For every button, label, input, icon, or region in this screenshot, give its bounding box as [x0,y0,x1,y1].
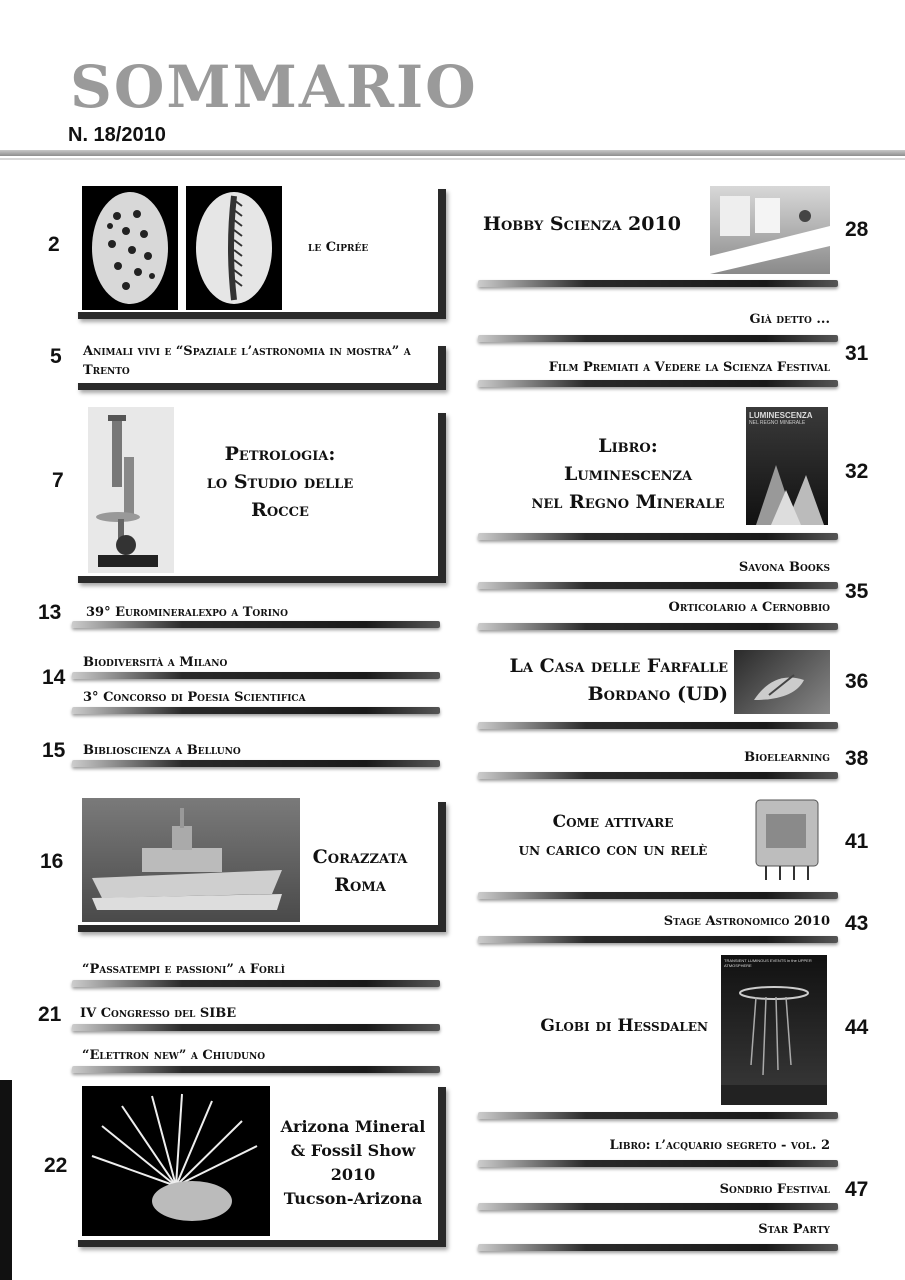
cowrie-bottom-image [186,186,282,310]
entry-title-line: un carico con un relè [518,840,708,860]
entry-title[interactable]: Già detto ... [749,312,830,327]
entry-underline-bar [478,1203,838,1210]
entry-underline-bar [72,621,440,628]
entry-title[interactable] [470,652,728,708]
battleship-image [82,798,300,922]
page-number: 13 [38,601,62,624]
page-number: 41 [845,830,869,853]
entry-title-line: 2010 [330,1165,376,1184]
page-number: 36 [845,670,869,693]
entry-underline-bar [478,936,838,943]
page-number: 44 [845,1016,869,1039]
entry-title-line: lo Studio delle [206,471,354,493]
entry-title-line: & Fossil Show [290,1141,416,1160]
entry-underline-bar [478,280,838,287]
entry-title[interactable]: Stage Astronomico 2010 [663,914,830,929]
page-number: 16 [40,850,64,873]
entry-underline-bar [72,672,440,679]
entry-title[interactable]: Sondrio Festival [719,1182,830,1197]
entry-underline-bar [478,582,838,589]
book-cover-title: LUMINESCENZA [749,411,813,420]
entry-title-line: La Casa delle Farfalle [509,655,728,677]
entry-title-line: Rocce [251,499,309,521]
entry-underline-bar [72,760,440,767]
hessdalen-poster-image [721,955,827,1105]
entry-title[interactable]: Bioelearning [744,750,830,765]
entry-title[interactable]: IV Congresso del SIBE [80,1006,237,1021]
entry-underline-bar [478,380,838,387]
entry-title[interactable]: 3° Concorso di Poesia Scientifica [83,690,306,705]
page-number: 32 [845,460,869,483]
page-title: SOMMARIO [70,53,478,121]
page-number: 38 [845,747,869,770]
entry-title-line: nel Regno Minerale [531,491,725,513]
entry-title-line: Come attivare [552,812,674,832]
entry-underline-bar [478,533,838,540]
mineral-crystal-image [82,1086,270,1236]
entry-title[interactable]: 39° Euromineralexpo a Torino [86,605,288,620]
entry-underline-bar [478,1244,838,1251]
poster-title: TRANSIENT LUMINOUS EVENTS in the UPPER ATMOSPHERE [724,958,812,968]
entry-underline-bar [478,722,838,729]
page-number: 28 [845,218,869,241]
cowrie-top-image [82,186,178,310]
book-cover-image [746,407,828,525]
entry-underline-bar [478,892,838,899]
entry-title[interactable] [478,808,748,864]
entry-underline-bar [72,1066,440,1073]
hobby-fair-image [710,186,830,274]
page-number: 47 [845,1178,869,1201]
entry-title-line: Petrologia: [224,443,336,465]
entry-title[interactable] [300,843,420,899]
entry-title[interactable]: Animali vivi e “Spaziale l’astronomia in mostra” a Trento [83,344,411,378]
entry-title[interactable]: Star Party [758,1222,830,1237]
entry-title[interactable]: Biblioscienza a Belluno [83,743,241,758]
entry-title[interactable] [180,440,380,524]
butterfly-image [734,650,830,714]
entry-underline-bar [478,335,838,342]
entry-title-line: Arizona Mineral [280,1117,426,1136]
entry-title[interactable]: Film Premiati a Vedere la Scienza Festival [548,360,830,375]
page-number: 31 [845,342,869,365]
relay-image [750,792,825,884]
entry-title[interactable] [272,1115,434,1211]
entry-title[interactable]: Libro: l’acquario segreto - vol. 2 [609,1138,830,1153]
entry-title-line: Luminescenza [563,463,693,485]
entry-title[interactable] [518,432,738,516]
book-cover-subtitle: NEL REGNO MINERALE [749,420,806,426]
page-number: 43 [845,912,869,935]
page-number: 2 [48,233,60,256]
page-number: 15 [42,739,66,762]
entry-title[interactable]: “Passatempi e passioni” a Forlì [82,962,285,977]
page-number: 7 [52,469,64,492]
entry-underline-bar [478,623,838,630]
entry-title-line: Tucson-Arizona [283,1189,423,1208]
page-number: 35 [845,580,869,603]
entry-title-line: Libro: [598,435,658,457]
entry-title[interactable]: Biodiversità a Milano [83,655,228,670]
entry-title-line: Corazzata [312,846,408,868]
entry-title-line: Bordano (UD) [587,683,728,705]
header-divider-light [0,158,905,160]
page-number: 21 [38,1003,62,1026]
entry-title[interactable]: Hobby Scienza 2010 [483,213,681,235]
entry-title[interactable]: “Elettron new” a Chiuduno [82,1048,266,1063]
page-number: 14 [42,666,66,689]
entry-underline-bar [72,1024,440,1031]
issue-number: N. 18/2010 [68,124,166,146]
page-number: 22 [44,1154,68,1177]
entry-title[interactable]: le Ciprée [308,240,369,255]
entry-title[interactable]: Savona Books [738,560,830,575]
entry-underline-bar [72,707,440,714]
entry-title-line: Roma [334,874,386,896]
entry-underline-bar [478,1160,838,1167]
header-divider [0,150,905,156]
entry-underline-bar [478,772,838,779]
entry-underline-bar [72,980,440,987]
microscope-image [88,407,174,573]
entry-underline-bar [478,1112,838,1119]
entry-title[interactable]: Orticolario a Cernobbio [668,600,830,615]
page-edge-mark [0,1080,12,1280]
entry-title[interactable]: Globi di Hessdalen [540,1016,708,1036]
page-number: 5 [50,345,62,368]
